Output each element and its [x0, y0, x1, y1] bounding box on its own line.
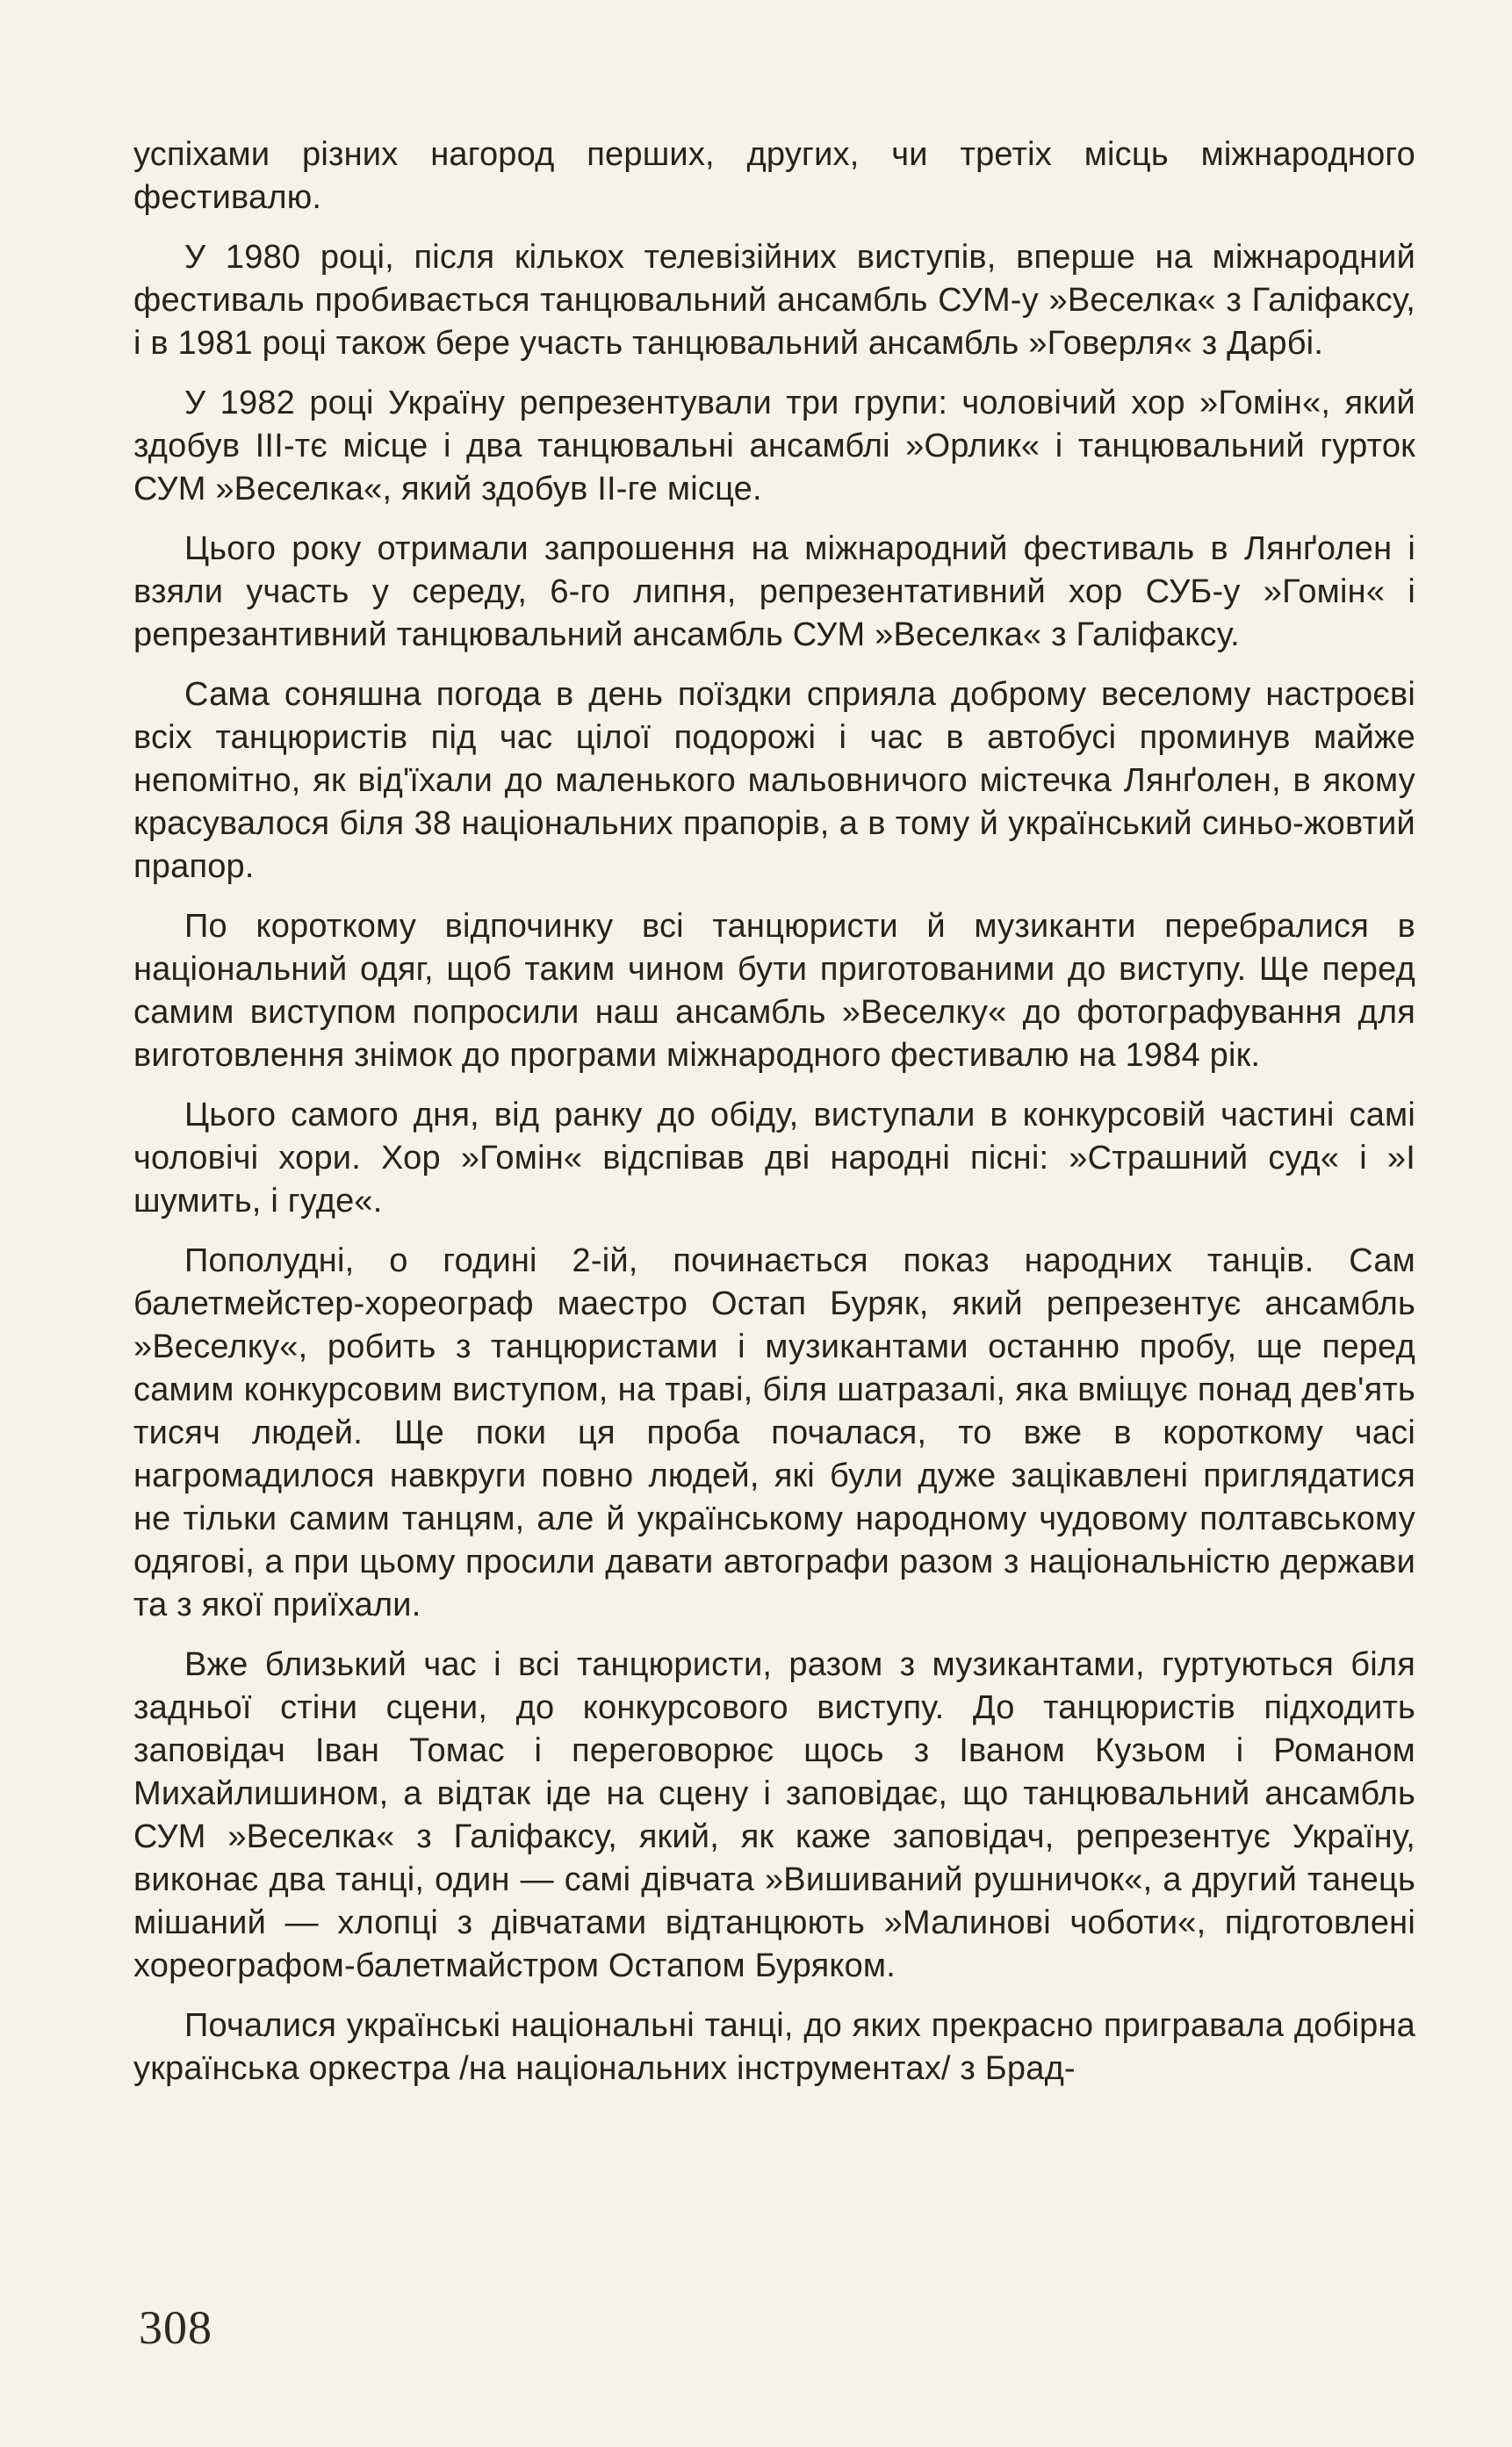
paragraph-9: Вже близький час і всі танцюристи, разом з музикантами, гуртуються біля задньої стіни сцени, до конкурсового виступу. До танцюристів підходить заповідач Іван Томас і переговорює щось з Іваном Кузьом і Романом Михайлишином, а відтак іде на сцену і заповідає, що танцювальний ансамбль СУМ »Веселка« з Галіфаксу, який, як каже заповідач, репрезентує Україну, виконає два танці, один — самі дівчата »Вишиваний рушничок«, а другий танець мішаний — хлопці з дівчатами відтанцюють »Малинові чоботи«, підготовлені хореографом-балетмайстром Остапом Буряком.: [133, 1646, 1415, 1984]
paragraph-8: Пополудні, о годині 2-ій, починається показ народних танців. Сам балетмейстер-хореограф маестро Остап Буряк, який репрезентує ансамбль »Веселку«, робить з танцюристами і музикантами останню пробу, ще перед самим конкурсовим виступом, на траві, біля шатразалі, яка вміщує понад дев'ять тисяч людей. Ще поки ця проба почалася, то вже в короткому часі нагромадилося навкруги повно людей, які були дуже зацікавлені приглядатися не тільки самим танцям, але й українському народному чудовому полтавському одягові, а при цьому просили давати автографи разом з національністю держави та з якої приїхали.: [133, 1242, 1415, 1623]
paragraph-1: успіхами різних нагород перших, других, чи третіх місць міжнародного фестивалю.: [133, 136, 1415, 216]
paragraph-6: По короткому відпочинку всі танцюристи й музиканти перебралися в національний одяг, щоб таким чином бути приготованими до виступу. Ще перед самим виступом попросили наш ансамбль »Веселку« до фотографування для виготовлення знімок до програми міжнародного фестивалю на 1984 рік.: [133, 908, 1415, 1074]
page-number: 308: [139, 2301, 212, 2354]
paragraph-5: Сама соняшна погода в день поїздки сприяла доброму веселому настроєві всіх танцюристів під час цілої подорожі і час в автобусі проминув майже непомітно, як від'їхали до маленького мальовничого містечка Лянґолен, в якому красувалося біля 38 національних прапорів, а в тому й український синьо-жовтий прапор.: [133, 676, 1415, 885]
paragraph-4: Цього року отримали запрошення на міжнародний фестиваль в Лянґолен і взяли участь у середу, 6-го липня, репрезентативний хор СУБ-у »Гомін« і репрезантивний танцювальний ансамбль СУМ »Веселка« з Галіфаксу.: [133, 530, 1415, 653]
paragraph-3: У 1982 році Україну репрезентували три групи: чоловічий хор »Гомін«, який здобув ІІІ-тє місце і два танцювальні ансамблі »Орлик« і танцювальний гурток СУМ »Веселка«, який здобув ІІ-ге місце.: [133, 385, 1415, 507]
body-text: [133, 133, 1415, 2107]
paragraph-10: Почалися українські національні танці, до яких прекрасно пригравала добірна українська оркестра /на національних інструментах/ з Брад-: [133, 2007, 1415, 2087]
paragraph-2: У 1980 році, після кількох телевізійних виступів, вперше на міжнародний фестиваль пробивається танцювальний ансамбль СУМ-у »Веселка« з Галіфаксу, і в 1981 році також бере участь танцювальний ансамбль »Говерля« з Дарбі.: [133, 239, 1415, 362]
paragraph-7: Цього самого дня, від ранку до обіду, виступали в конкурсовій частині самі чоловічі хори. Хор »Гомін« відспівав дві народні пісні: »Страшний суд« і »І шумить, і гуде«.: [133, 1097, 1415, 1220]
